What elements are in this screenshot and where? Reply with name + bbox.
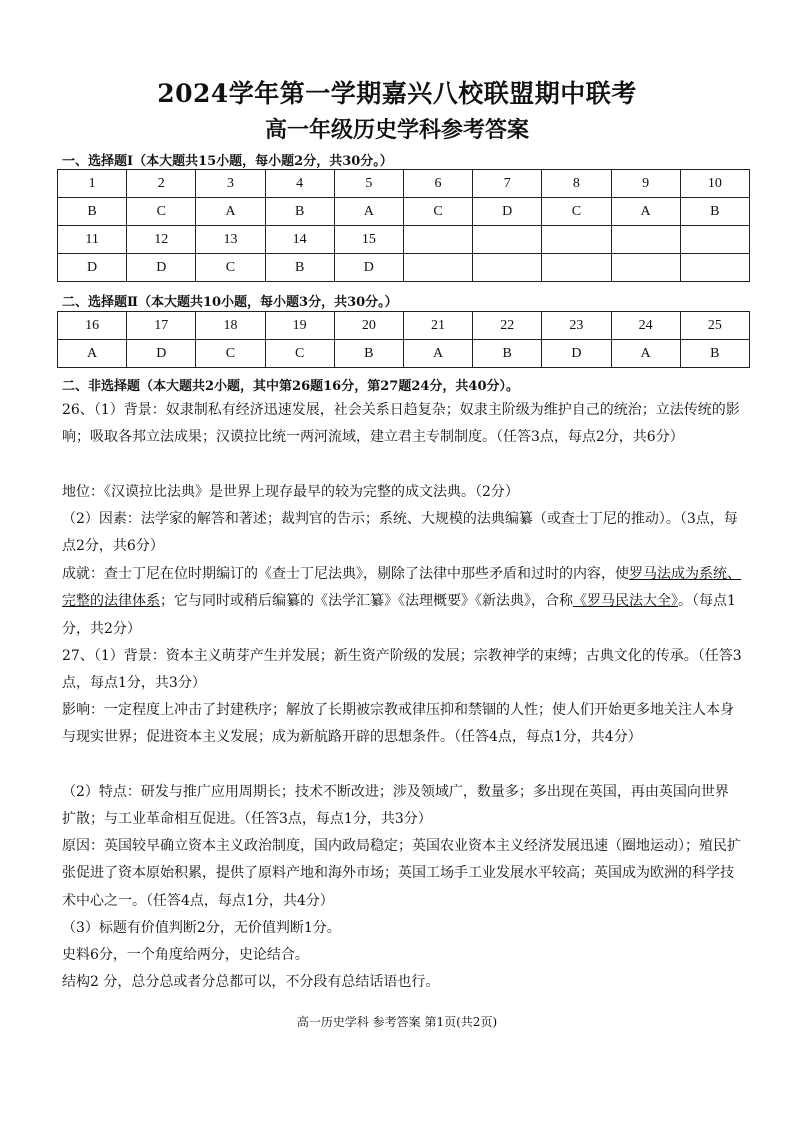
answer-cell: 3 [196,170,265,198]
answer-cell [403,254,472,282]
answer-cell: 8 [542,170,611,198]
answer-cell: A [611,198,680,226]
answer-cell [542,226,611,254]
answer-row [58,198,750,226]
page-title: 2024学年第一学期嘉兴八校联盟期中联考 [157,79,637,108]
achievement-text-c: ；它与同时或稍后编纂的《法学汇纂》《法理概要》《新法典》，合称 [160,593,573,610]
answer-cell: 5 [334,170,403,198]
answer-cell: D [334,254,403,282]
answer-row [58,254,750,282]
section3-heading: 二、非选择题（本大题共2小题，其中第26题16分，第27题24分，共40分）。 [62,379,519,394]
answer-cell: 19 [265,312,334,340]
q26-part1-status: 地位：《汉谟拉比法典》是世界上现存最早的较为完整的成文法典。（2分） [62,484,519,500]
achievement-underline-2: 《罗马民法大全》 [573,593,678,610]
answer-cell: 21 [403,312,472,340]
answer-cell: 24 [611,312,680,340]
achievement-underline-1: 罗马法成为系统、完整的法律体系 [62,566,741,610]
achievement-text-a: 成就：查士丁尼在位时期编订的《查士丁尼法典》，剔除了法律中那些矛盾和过时的内容，使 [62,566,629,582]
answer-cell: B [680,340,749,368]
answer-cell: C [196,340,265,368]
answer-cell: D [127,340,196,368]
answer-cell: B [265,254,334,282]
answer-cell [680,254,749,282]
answer-cell: 10 [680,170,749,198]
section1-heading: 一、选择题Ⅰ（本大题共15小题，每小题2分，共30分。） [62,154,393,169]
answer-cell: B [58,198,127,226]
q27-part2-features: （2）特点：研发与推广应用周期长；技术不断改进；涉及领域广，数量多；多出现在英国，再由英国向世界扩散；与工业革命相互促进。（任答3点，每点1分，共3分） [62,784,729,828]
answer-cell: 12 [127,226,196,254]
q26-part2-achievement [62,561,742,643]
answer-cell: D [542,340,611,368]
answer-cell: D [473,198,542,226]
answer-cell: 6 [403,170,472,198]
answer-cell: 11 [58,226,127,254]
answer-cell: 4 [265,170,334,198]
answer-cell [680,226,749,254]
answer-cell: D [58,254,127,282]
answer-cell: 25 [680,312,749,340]
answer-cell: B [265,198,334,226]
q27-part1-influence: 影响：一定程度上冲击了封建秩序；解放了长期被宗教戒律压抑和禁锢的人性；使人们开始更多地关注人本身与现实世界；促进资本主义发展；成为新航路开辟的思想条件。（任答4点，每点1分，共4分） [62,702,734,746]
answer-cell [542,254,611,282]
answer-cell: 17 [127,312,196,340]
achievement-text-e: 。（每点1分，共2分） [62,593,736,637]
answer-row [58,170,750,198]
q27-part1-background: 27、（1）背景：资本主义萌芽产生并发展；新生资产阶级的发展；宗教神学的束缚；古典文化的传承。（任答3点，每点1分，共3分） [62,648,742,692]
q26-part2-factors: （2）因素：法学家的解答和著述；裁判官的告示；系统、大规模的法典编纂（或查士丁尼的推动）。（3点，每点2分，共6分） [62,511,738,555]
answer-cell: 18 [196,312,265,340]
q26-part1-background: 26、（1）背景：奴隶制私有经济迅速发展，社会关系日趋复杂；奴隶主阶级为维护自己的统治；立法传统的影响；吸取各邦立法成果；汉谟拉比统一两河流域，建立君主专制制度。（任答3点，每点2分，共6分） [62,402,740,446]
answer-cell: B [680,198,749,226]
answer-cell: A [403,340,472,368]
answer-cell [403,226,472,254]
answer-cell: 2 [127,170,196,198]
q27-part3-title: （3）标题有价值判断2分，无价值判断1分。 [62,920,341,936]
answer-cell: C [542,198,611,226]
answer-cell: 23 [542,312,611,340]
section2-answer-table [57,311,750,368]
answer-cell: 1 [58,170,127,198]
q27-part3-structure: 结构2 分，总分总或者分总都可以，不分段有总结话语也行。 [62,974,440,990]
answer-cell [611,226,680,254]
answer-cell [473,226,542,254]
answer-cell: C [265,340,334,368]
answer-row [58,340,750,368]
section1-answer-table [57,169,750,282]
answer-row [58,312,750,340]
answer-cell: D [127,254,196,282]
answer-cell [611,254,680,282]
answer-cell: 16 [58,312,127,340]
page-subtitle: 高一年级历史学科参考答案 [264,117,529,143]
answer-cell: C [403,198,472,226]
answer-cell: 15 [334,226,403,254]
q27-part3-material: 史料6分，一个角度给两分，史论结合。 [62,947,309,963]
answer-cell: B [473,340,542,368]
answer-cell: A [196,198,265,226]
q27-part2-reasons: 原因：英国较早确立资本主义政治制度，国内政局稳定；英国农业资本主义经济发展迅速（圈地运动）；殖民扩张促进了资本原始积累，提供了原料产地和海外市场；英国工场手工业发展水平较高；英国成为欧洲的科学技术中心之一。（任答4点，每点1分，共4分） [62,838,741,909]
answer-cell: A [58,340,127,368]
answer-cell: A [334,198,403,226]
section2-heading: 二、选择题Ⅱ（本大题共10小题，每小题3分，共30分。） [62,295,398,310]
page-footer: 高一历史学科 参考答案 第1页(共2页) [296,1015,498,1029]
answer-row [58,226,750,254]
answer-cell: A [611,340,680,368]
answer-cell: C [196,254,265,282]
answer-cell: 7 [473,170,542,198]
answer-cell: 22 [473,312,542,340]
answer-cell: 9 [611,170,680,198]
answer-cell [473,254,542,282]
answer-cell: B [334,340,403,368]
answer-cell: 14 [265,226,334,254]
answer-cell: 13 [196,226,265,254]
answer-cell: 20 [334,312,403,340]
answer-cell: C [127,198,196,226]
